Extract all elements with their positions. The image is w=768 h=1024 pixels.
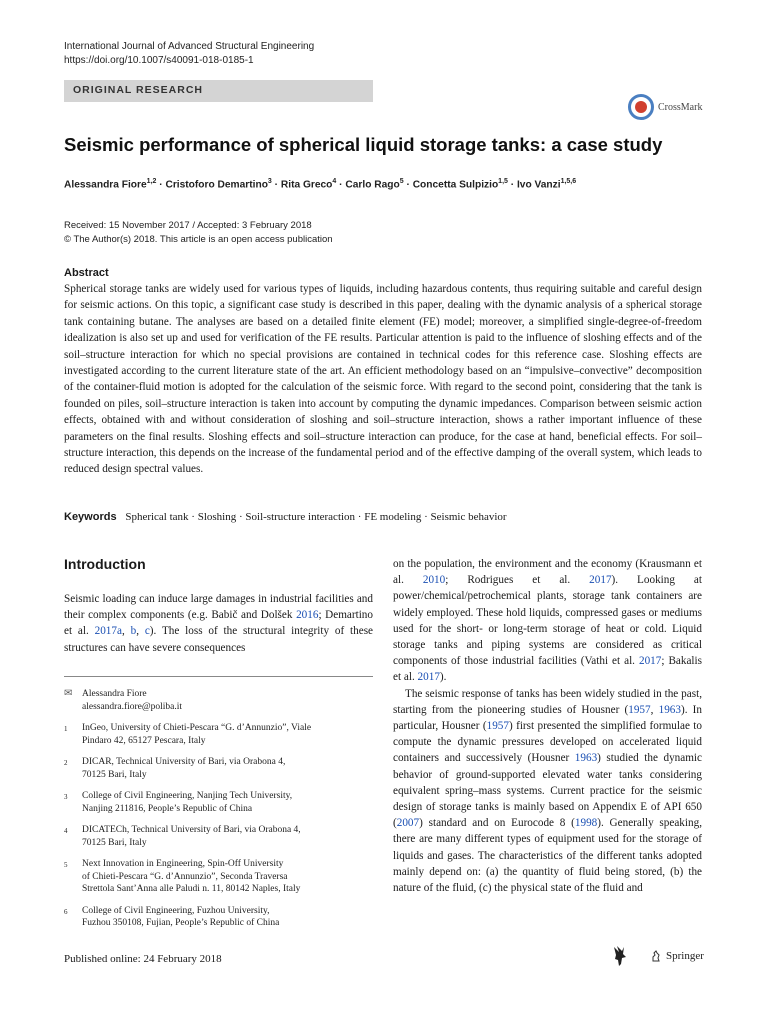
keywords <box>64 511 507 523</box>
introduction-heading: Introduction <box>64 556 146 572</box>
affiliation-item: 2 DICAR, Technical University of Bari, via Orabona 4, 70125 Bari, Italy <box>64 757 286 780</box>
crossmark-label: CrossMark <box>658 101 703 113</box>
author-name[interactable]: Ivo Vanzi <box>516 179 561 191</box>
affiliation-item: 6 College of Civil Engineering, Fuzhou University, Fuzhou 350108, Fujian, People’s Republic of China <box>64 905 280 928</box>
springer-chess-icon <box>650 950 662 962</box>
affiliation-number: 1 <box>64 725 68 733</box>
affiliations-block <box>64 688 373 939</box>
article-dates <box>64 219 333 247</box>
citation-link[interactable]: 1963 <box>574 752 598 765</box>
springer-logo <box>610 944 704 968</box>
intro-left-column <box>64 591 373 656</box>
citation-link[interactable]: 2017 <box>417 671 440 684</box>
citation-link[interactable]: c <box>144 625 150 638</box>
footnote-divider <box>64 676 373 677</box>
citation-link[interactable]: 2007 <box>396 817 420 830</box>
correspondence-email[interactable]: alessandra.fiore@poliba.it <box>82 701 183 712</box>
citation-link[interactable]: 2017 <box>589 574 612 587</box>
received-accepted: Received: 15 November 2017 / Accepted: 3 February 2018 <box>64 220 312 231</box>
affiliation-number: 4 <box>64 827 68 835</box>
published-date: Published online: 24 February 2018 <box>64 953 222 965</box>
citation-link[interactable]: 2016 <box>296 609 319 622</box>
abstract-text: Spherical storage tanks are widely used for various types of liquids, including hazardous contents, thus requiring suitable and careful design for seismic actions. On this topic, a significant case study is described in this paper, dealing with the dynamic analysis of a spherical storage tank containing butane. The analyses are based on a detailed finite element (FE) model; moreover, a simplified single-degree-of-freedom idealization is also set up and used for verification of the FE results. Particular attention is paid to the influence of sloshing effects and of the soil–structure interaction for which no special provisions are contained in technical codes for this reference case. Sloshing effects are investigated according to the current literature state of the art. An efficient methodology based on an “impulsive–convective” decomposition of the container-fluid motion is adopted for the calculation of the seismic force. With regard to the second point, considering that the tank is founded on piles, soil–structure interaction is taken into account by computing the dynamic impedances. Comparison between seismic action effects, obtained with and without consideration of sloshing and soil–structure interaction, shows a rather important influence of these parameters on the final results. Sloshing effects and soil–structure interaction can produce, for the case at hand, beneficial effects. For soil–structure interaction, this depends on the increase of the fundamental period and of the effective damping of the overall system, which leads to reduced design spectral values. <box>64 283 702 476</box>
intro-paragraph: The seismic response of tanks has been widely studied in the past, starting from the pioneering studies of Housner (1957, 1963). In particular, Housner (1957) first presented the simplified formulae to compute the dynamic pressures developed on accelerated liquid containers and successively (Housner 1963) studied the dynamic behavior of ground-supported elevated water tanks considering equivalent spring–mass systems. Current practice for the seismic design of storage tanks is mainly based on Appendix E of API 650 (2007) standard and on Eurocode 8 (1998). Generally speaking, there are many different types of equipment used for the storage of liquids and gases. The characteristics of the different tanks adopted mainly depend on: (a) the quantity of fluid being stored, (b) the nature of the fluid, (c) the physical state of the fluid and <box>393 687 703 895</box>
paper-title: Seismic performance of spherical liquid storage tanks: a case study <box>64 134 663 155</box>
correspondence <box>64 688 373 713</box>
author-affiliation-mark: 3 <box>267 178 272 185</box>
article-type-banner: ORIGINAL RESEARCH <box>64 80 373 102</box>
author-list: Alessandra Fiore$^{1,2}$ · Cristoforo Demartino$^3$ · Rita Greco$^4$ · Carlo Rago$^5$ · Concetta Sulpizio$^{1,5}$ · Ivo Vanzi$^{1,5,6}$ <box>64 178 577 191</box>
affiliation-item: 4 DICATECh, Technical University of Bari, via Orabona 4, 70125 Bari, Italy <box>64 825 301 848</box>
citation-link[interactable]: 2010 <box>422 574 446 587</box>
affiliation-number: 5 <box>64 861 68 869</box>
affiliation-number: 3 <box>64 793 68 801</box>
author-name[interactable]: Carlo Rago <box>345 179 400 191</box>
author-name[interactable]: Cristoforo Demartino <box>165 179 268 191</box>
intro-right-column <box>393 556 702 896</box>
affiliation-item: 5 Next Innovation in Engineering, Spin-Off University of Chieti-Pescara “G. d’Annunzio”, Seconda Traversa Strettola Sant’Anna alle Paludi n. 11, 80142 Naples, Italy <box>64 859 301 894</box>
journal-name: International Journal of Advanced Structural Engineering <box>64 41 315 52</box>
journal-header <box>64 40 314 68</box>
author-name[interactable]: Alessandra Fiore <box>64 179 147 191</box>
affiliation-item: 1 InGeo, University of Chieti-Pescara “G. d’Annunzio”, Viale Pindaro 42, 65127 Pescara, Italy <box>64 723 312 746</box>
keywords-heading: Keywords <box>64 511 117 523</box>
author-affiliation-mark: 4 <box>332 178 337 185</box>
affiliation-number: 2 <box>64 759 68 767</box>
author-affiliation-mark: 1,5 <box>498 178 508 185</box>
springer-horse-icon <box>610 944 630 968</box>
crossmark-badge[interactable] <box>628 92 718 122</box>
citation-link[interactable]: b <box>130 625 137 638</box>
keywords-text: Spherical tank · Sloshing · Soil-structure interaction · FE modeling · Seismic behavior <box>125 511 507 523</box>
affiliation-number: 6 <box>64 907 68 916</box>
copyright-line: © The Author(s) 2018. This article is an open access publication <box>64 234 333 245</box>
author-name[interactable]: Concetta Sulpizio <box>412 179 499 191</box>
doi-link[interactable]: https://doi.org/10.1007/s40091-018-0185-1 <box>64 55 254 66</box>
citation-link[interactable]: 1963 <box>658 703 681 716</box>
envelope-icon: ✉ <box>64 688 73 699</box>
intro-paragraph: on the population, the environment and the economy (Krausmann et al. 2010; Rodrigues et al. 2017). Looking at power/chemical/petrochemical plants, storage tank containers are widely employed. These hold liquids, compressed gases or mediums used for the short- or long-term storage of heat or cold. Liquid storage tanks and piping systems are considered as critical components of those industrial facilities (Vathi et al. 2017; Bakalis et al. 2017). <box>393 558 703 684</box>
springer-wordmark <box>650 950 704 962</box>
abstract-heading: Abstract <box>64 267 109 279</box>
affiliation-item: 3 College of Civil Engineering, Nanjing Tech University, Nanjing 211816, People’s Republic of China <box>64 791 293 814</box>
author-affiliation-mark: 1,5,6 <box>560 178 577 185</box>
author-affiliation-mark: 1,2 <box>146 178 157 185</box>
citation-link[interactable]: 1957 <box>628 703 651 716</box>
correspondence-name: Alessandra Fiore <box>82 689 147 699</box>
author-affiliation-mark: 5 <box>399 178 404 185</box>
publisher-name: Springer <box>666 950 704 962</box>
citation-link[interactable]: 2017a <box>94 625 122 638</box>
crossmark-icon <box>628 94 654 120</box>
intro-paragraph: Seismic loading can induce large damages in industrial facilities and their complex components (e.g. Babič and Dolšek 2016; Demartino et al. 2017a, b, c). The loss of the structural integrity of these structures can have severe consequences <box>64 593 374 654</box>
citation-link[interactable]: 2017 <box>638 655 662 668</box>
citation-link[interactable]: 1957 <box>486 720 509 733</box>
author-name[interactable]: Rita Greco <box>280 179 333 191</box>
citation-link[interactable]: 1998 <box>574 817 598 830</box>
